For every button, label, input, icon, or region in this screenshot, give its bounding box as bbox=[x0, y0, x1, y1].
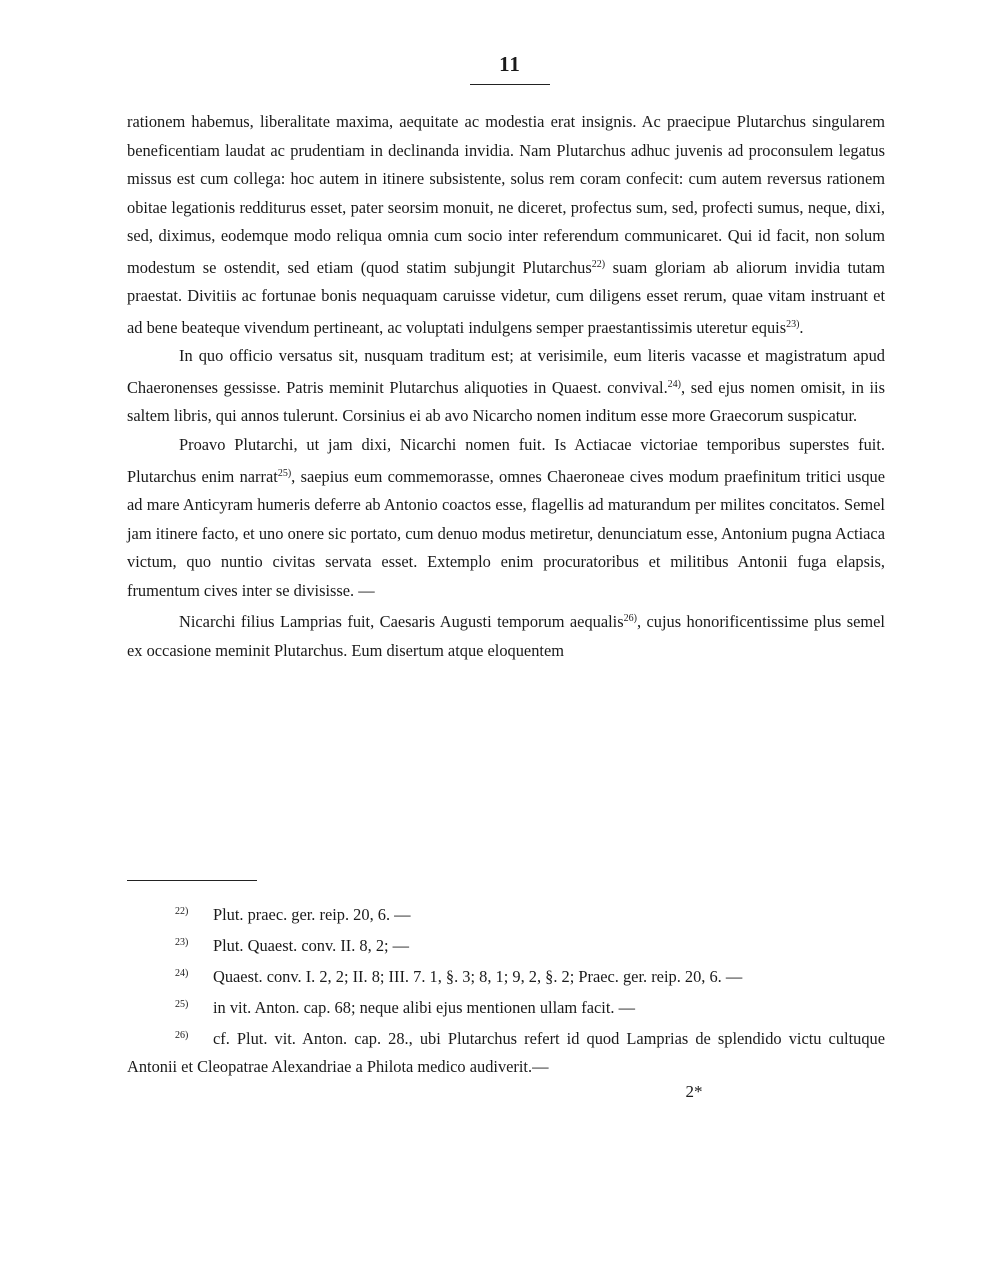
footnote-number-label: 25) bbox=[175, 999, 189, 1010]
footnote bbox=[127, 929, 885, 960]
footnote-number bbox=[175, 1022, 213, 1053]
footnote-reference[interactable]: 23) bbox=[786, 318, 800, 330]
footnote-reference[interactable]: 25) bbox=[277, 467, 292, 479]
paragraph-text: rationem habemus, liberalitate maxima, aequitate ac modestia erat insignis. Ac praecipue Plutarchus singularem beneficentiam laudat ac prudentiam in declinanda invidia. Nam Plutarchus adhuc juvenis ad proconsulem legatus missus est cum collega: hoc autem in itinere subsistente, solus rem coram confecit: cum autem reversus rationem obitae legationis redditurus esset, pater seorsim monuit, ne diceret, profectus sum, sed, profecti sumus, neque, dixi, sed, diximus, eodemque modo reliqua omnia cum socio inter referendum communicaret. Qui id facit, non solum modestum se ostendit, sed etiam (quod statim subjungit Plutarchus bbox=[127, 112, 885, 277]
paragraph-text: Nicarchi filius Lamprias fuit, Caesaris Augusti temporum aequalis bbox=[179, 612, 624, 632]
footnote-number bbox=[175, 960, 213, 991]
footnote-reference[interactable]: 26) bbox=[623, 613, 637, 625]
footnote-reference[interactable]: 24) bbox=[667, 378, 682, 390]
footnote-text: Plut. Quaest. conv. II. 8, 2; — bbox=[213, 936, 410, 955]
footnote bbox=[127, 991, 885, 1022]
footnote-number-label: 24) bbox=[175, 968, 189, 979]
footnote-text: in vit. Anton. cap. 68; neque alibi ejus mentionen ullam facit. — bbox=[213, 998, 635, 1017]
footnote-separator bbox=[127, 880, 257, 881]
paragraph bbox=[127, 431, 885, 605]
footnote-reference[interactable]: 22) bbox=[591, 258, 606, 270]
footnote bbox=[127, 960, 885, 991]
footnote-text: cf. Plut. vit. Anton. cap. 28., ubi Plutarchus refert id quod Lamprias de splendido victu cultuque Antonii et Cleopatrae Alexandriae a Philota medico audiverit.— bbox=[127, 1029, 885, 1076]
footnotes bbox=[127, 898, 885, 1081]
paragraph-text: . bbox=[799, 317, 804, 337]
paragraph-text: , sed ejus nomen omisit, in iis saltem libris, qui annos tulerunt. Corsinius ei ab avo Nicarcho nomen inditum esse more Graecorum suspicatur. bbox=[127, 377, 885, 426]
footnote-text: Plut. praec. ger. reip. 20, 6. — bbox=[213, 905, 411, 924]
paragraph-text: Proavo Plutarchi, ut jam dixi, Nicarchi nomen fuit. Is Actiacae victoriae temporibus superstes fuit. Plutarchus enim narrat bbox=[127, 435, 885, 486]
footnote-number bbox=[175, 898, 213, 929]
footnote-number bbox=[175, 991, 213, 1022]
footnote-text: Quaest. conv. I. 2, 2; II. 8; III. 7. 1, §. 3; 8, 1; 9, 2, §. 2; Praec. ger. reip. 20, 6. — bbox=[213, 967, 743, 986]
footnote bbox=[127, 1022, 885, 1081]
paragraph bbox=[127, 108, 885, 342]
footnote-number bbox=[175, 929, 213, 960]
paragraph-text: , saepius eum commemorasse, omnes Chaeroneae cives modum praefinitum tritici usque ad mare Anticyram humeris deferre ab Antonio coactos esse, flagellis ad maturandum per milites concitatos. Semel jam itinere facto, et uno onere sic portato, cum denuo modus metiretur, denunciatum esse, Antonium pugna Actiaca victum, quo nuntio civitas servata esset. Extemplo enim procuratoribus et militibus Antonii fuga elapsis, frumentum cives inter se divisisse. — bbox=[127, 466, 885, 600]
footnote-number-label: 26) bbox=[175, 1030, 189, 1041]
page-number: 11 bbox=[499, 52, 521, 76]
paragraph-text: , cujus honorificentissime plus semel ex occasione meminit Plutarchus. Eum disertum atque eloquentem bbox=[127, 612, 885, 660]
printer-signature-mark: 2* bbox=[685, 1082, 703, 1101]
footnote bbox=[127, 898, 885, 929]
page-number-rule bbox=[470, 84, 550, 85]
paragraph-text: suam gloriam ab aliorum invidia tutam praestat. Divitiis ac fortunae bonis nequaquam caruisse videtur, cum diligens esset rerum, quae vitam instruant et ad bene beateque vivendum pertineant, ac voluptati indulgens semper praestantissimis uteretur equis bbox=[127, 257, 885, 337]
footnote-number-label: 22) bbox=[175, 906, 189, 917]
footnote-number-label: 23) bbox=[175, 937, 189, 948]
paragraph bbox=[127, 605, 885, 665]
body-text bbox=[127, 108, 885, 665]
paragraph bbox=[127, 342, 885, 431]
paragraph-text: In quo officio versatus sit, nusquam traditum est; at verisimile, eum literis vacasse et magistratum apud Chaeronenses gessisse. Patris meminit Plutarchus aliquoties in Quaest. convival. bbox=[127, 346, 885, 397]
